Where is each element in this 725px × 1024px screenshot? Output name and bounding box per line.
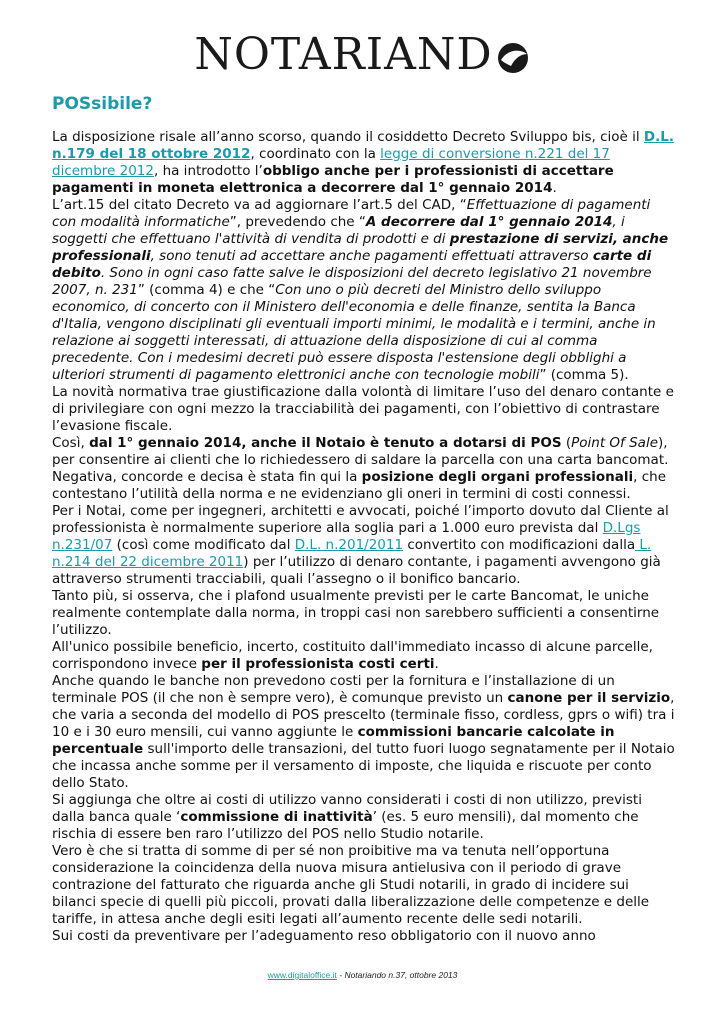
footer <box>0 970 725 980</box>
bold-text: obbligo anche per i professionisti di accettare pagamenti in moneta elettronica a decorrere dal 1° gennaio 2014 <box>52 163 614 196</box>
paragraph <box>52 197 677 384</box>
paragraph <box>52 673 677 792</box>
paragraph: Sui costi da preventivare per l’adeguamento reso obbligatorio con il nuovo anno <box>52 928 596 944</box>
link-dl-201[interactable]: D.L. n.201/2011 <box>294 537 404 553</box>
italic-text: Con uno o più decreti del Ministro dello sviluppo economico, di concerto con il Ministero dell'economia e delle finanze, sentita la Banca d'Italia, vengono disciplinati gli eventuali importi minimi, le modalità e i termini, anche in relazione ai soggetti interessati, di attuazione della disposizione di cui al comma precedente. Con i medesimi decreti può essere disposta l'estensione degli obblighi a ulteriori strumenti di pagamento elettronici anche con tecnologie mobili <box>52 282 656 383</box>
text: ), per consentire ai clienti che lo richiedessero di saldare la parcella con una carta bancomat. <box>52 435 669 468</box>
logo-mark-icon <box>495 40 531 76</box>
text: . <box>552 180 557 196</box>
text: ”, prevedendo che “ <box>229 214 366 230</box>
paragraph <box>52 503 677 588</box>
text: ” (comma 5). <box>539 367 629 383</box>
paragraph <box>52 469 677 503</box>
logo <box>0 26 725 84</box>
paragraph: Tanto più, si osserva, che i plafond usualmente previsti per le carte Bancomat, le uniche realmente contemplate dalla norma, in troppi casi non sarebbero sufficienti a consentirne l’utilizzo. <box>52 588 660 638</box>
text: ( <box>561 435 572 451</box>
bold-text: commissione di inattività <box>180 809 373 825</box>
link-dl-179[interactable]: D.L. n.179 del 18 ottobre 2012 <box>52 129 674 162</box>
italic-text: Effettuazione di pagamenti con modalità informatiche <box>52 197 651 230</box>
paragraph <box>52 129 677 197</box>
paragraph <box>52 639 677 673</box>
bold-text: posizione degli organi professionali <box>361 469 634 485</box>
text: , che contestano l’utilità della norma e ne evidenziano gli oneri in termini di costi connessi. <box>52 469 667 502</box>
text: , ha introdotto l’ <box>153 163 263 179</box>
text: Si aggiunga che oltre ai costi di utilizzo vanno considerati i costi di non utilizzo, previsti dalla banca quale ‘ <box>52 792 642 825</box>
text: sull'importo delle transazioni, del tutto fuori luogo segnatamente per il Notaio che incassa anche somme per il versamento di imposte, che liquida e riscuote per conto dello Stato. <box>52 741 675 791</box>
footer-text: - Notariando n.37, ottobre 2013 <box>336 970 458 980</box>
text: , coordinato con la <box>250 146 381 162</box>
bold-italic-text: prestazione di servizi, anche professionali <box>52 231 669 264</box>
bold-text: canone per il servizio <box>507 690 671 706</box>
paragraph: Vero è che si tratta di somme di per sé non proibitive ma va tenuta nell’opportuna considerazione la coincidenza della nuova misura antielusiva con il periodo di grave contrazione del fatturato che riguarda anche gli Studi notarili, in grado di incidere sui bilanci specie di quelli più piccoli, provati dalla liberalizzazione delle competenze e delle tariffe, in attesa anche degli esiti legati all’aumento recente delle sedi notarili. <box>52 843 650 927</box>
paragraph <box>52 792 677 843</box>
article-title: POSsibile? <box>52 94 153 114</box>
link-legge-221[interactable]: legge di conversione n.221 del 17 dicembre 2012 <box>52 146 610 179</box>
text: Così, <box>52 435 90 451</box>
bold-text: dal 1° gennaio 2014, anche il Notaio è tenuto a dotarsi di POS <box>89 435 562 451</box>
bold-italic-text: carte di debito <box>52 248 652 281</box>
text: , che varia a seconda del modello di POS prescelto (terminale fisso, cordless, gprs o wifi) tra i 10 e i 30 euro mensili, cui vanno aggiunte le <box>52 690 675 740</box>
text: ” (comma 4) e che “ <box>137 282 276 298</box>
text: . <box>434 656 439 672</box>
link-l-214[interactable]: L. n.214 del 22 dicembre 2011 <box>52 537 652 570</box>
italic-text: , i soggetti che effettuano l'attività di vendita di prodotti e di <box>52 214 625 247</box>
paragraph: La novità normativa trae giustificazione dalla volontà di limitare l’uso del denaro contante e di privilegiare con ogni mezzo la tracciabilità dei pagamenti, con l’obiettivo di contrastare l’evasione fiscale. <box>52 384 674 434</box>
text: ’ (es. 5 euro mensili), dal momento che rischia di essere ben raro l’utilizzo del POS nello Studio notarile. <box>52 809 639 842</box>
text: L’art.15 del citato Decreto va ad aggiornare l’art.5 del CAD, “ <box>52 197 467 213</box>
bold-text: commissioni bancarie calcolate in percentuale <box>52 724 615 757</box>
text: All'unico possibile beneficio, incerto, costituito dall'immediato incasso di alcune parcelle, corrispondono invece <box>52 639 653 672</box>
text: (così come modificato dal <box>112 537 295 553</box>
italic-text: . Sono in ogni caso fatte salve le disposizioni del decreto legislativo 21 novembre 2007, n. 231 <box>52 265 652 298</box>
link-dlgs-231[interactable]: D.Lgs n.231/07 <box>52 520 641 553</box>
text: Anche quando le banche non prevedono costi per la fornitura e l’installazione di un terminale POS (il che non è sempre vero), è comunque previsto un <box>52 673 615 706</box>
italic-text: Point Of Sale <box>571 435 659 451</box>
bold-text: per il professionista costi certi <box>201 656 435 672</box>
bold-italic-text: A decorrere dal 1° gennaio 2014 <box>365 214 613 230</box>
footer-link[interactable]: www.digitaloffice.it <box>267 970 337 980</box>
text: Per i Notai, come per ingegneri, architetti e avvocati, poiché l’importo dovuto dal Cliente al professionista è normalmente superiore alla soglia pari a 1.000 euro prevista dal <box>52 503 669 536</box>
logo-text: NOTARIAND <box>194 29 493 80</box>
text: convertito con modificazioni dalla <box>403 537 636 553</box>
text: La disposizione risale all’anno scorso, quando il cosiddetto Decreto Sviluppo bis, cioè il <box>52 129 644 145</box>
text: Negativa, concorde e decisa è stata fin qui la <box>52 469 362 485</box>
paragraph <box>52 435 677 469</box>
italic-text: , sono tenuti ad accettare anche pagamenti effettuati attraverso <box>150 248 593 264</box>
article-body <box>52 129 677 945</box>
text: ) per l’utilizzo di denaro contante, i pagamenti avvengono già attraverso strumenti tracciabili, quali l’assegno o il bonifico bancario. <box>52 554 661 587</box>
